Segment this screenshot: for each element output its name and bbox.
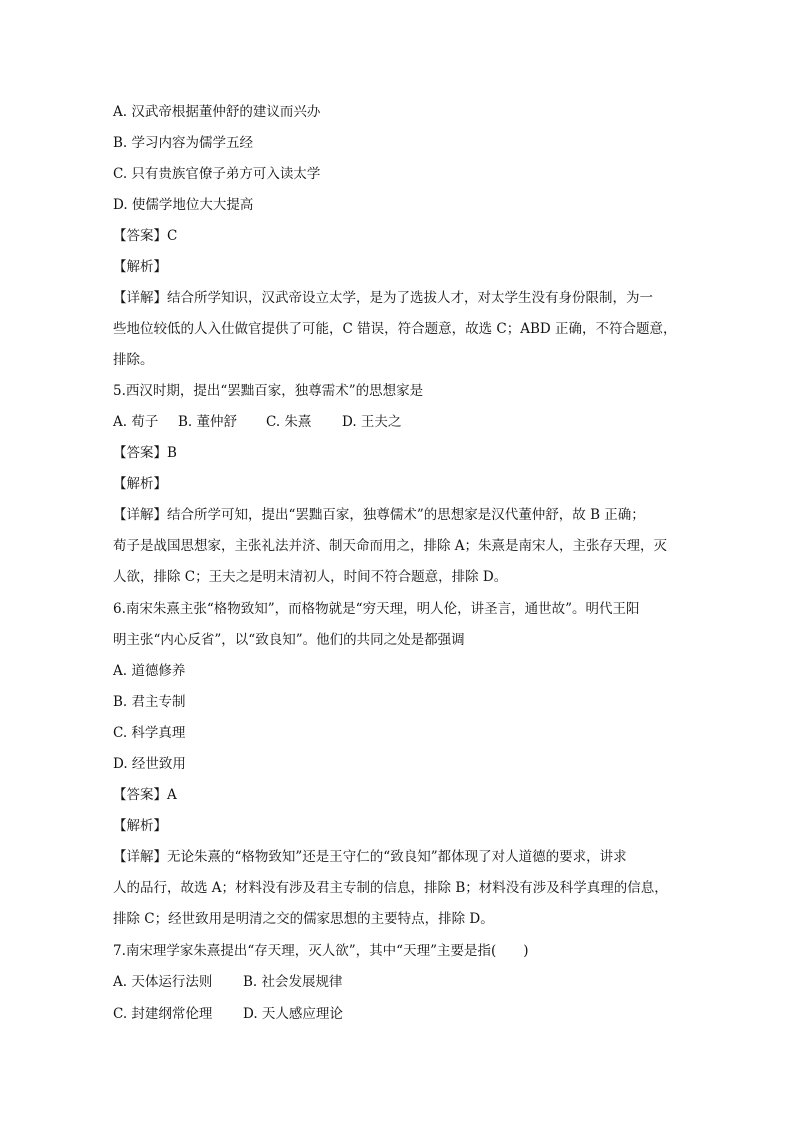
q4-option-d: D. 使儒学地位大大提高 <box>113 197 254 213</box>
q6-option-b: B. 君主专制 <box>113 694 186 710</box>
q5-option-b: B. 董仲舒 <box>178 414 238 430</box>
q4-answer: 【答案】C <box>113 228 178 244</box>
q4-detail-line-2: 些地位较低的人入仕做官提供了可能，C 错误，符合题意，故选 C；ABD 正确，不符合题意， <box>113 321 677 337</box>
q6-option-a: A. 道德修养 <box>113 663 186 679</box>
q6-detail-line-1: 【详解】无论朱熹的“格物致知”还是王守仁的“致良知”都体现了对人道德的要求，讲求 <box>113 849 627 865</box>
q7-options-row-2 <box>113 1006 343 1022</box>
q6-analysis-heading: 【解析】 <box>113 818 167 834</box>
q6-stem-line-1: 6.南宋朱熹主张“格物致知”，而格物就是“穷天理，明人伦，讲圣言，通世故”。明代王阳 <box>113 601 640 617</box>
q5-answer: 【答案】B <box>113 445 177 461</box>
q5-analysis-heading: 【解析】 <box>113 476 167 492</box>
q6-answer: 【答案】A <box>113 787 177 803</box>
q6-option-d: D. 经世致用 <box>113 756 186 772</box>
q4-analysis-heading: 【解析】 <box>113 259 167 275</box>
q6-detail-line-2: 人的品行，故选 A；材料没有涉及君主专制的信息，排除 B；材料没有涉及科学真理的信息， <box>113 880 668 896</box>
q4-option-b: B. 学习内容为儒学五经 <box>113 135 254 151</box>
q5-option-d: D. 王夫之 <box>342 414 402 430</box>
q7-stem: 7.南宋理学家朱熹提出“存天理，灭人欲”，其中“天理”主要是指( ) <box>113 943 529 959</box>
q4-option-a: A. 汉武帝根据董仲舒的建议而兴办 <box>113 104 321 120</box>
q7-options-row-1 <box>113 974 343 990</box>
q6-stem-line-2: 明主张“内心反省”，以“致良知”。他们的共同之处是都强调 <box>113 632 465 648</box>
q5-options-row <box>113 414 401 430</box>
q4-detail-line-3: 排除。 <box>113 352 154 368</box>
q5-option-c: C. 朱熹 <box>266 414 312 430</box>
q4-option-c: C. 只有贵族官僚子弟方可入读太学 <box>113 166 321 182</box>
q4-detail-line-1: 【详解】结合所学知识，汉武帝设立太学，是为了选拔人才，对太学生没有身份限制，为一 <box>113 290 653 306</box>
q7-option-d: D. 天人感应理论 <box>243 1006 343 1022</box>
q7-option-b: B. 社会发展规律 <box>243 974 343 990</box>
q6-detail-line-3: 排除 C；经世致用是明清之交的儒家思想的主要特点，排除 D。 <box>113 911 494 927</box>
q5-detail-line-3: 人欲，排除 C；王夫之是明末清初人，时间不符合题意，排除 D。 <box>113 569 508 585</box>
q5-option-a: A. 荀子 <box>113 414 159 430</box>
q5-detail-line-1: 【详解】结合所学可知，提出“罢黜百家，独尊儒术”的思想家是汉代董仲舒，故 B 正确； <box>113 507 645 523</box>
q7-option-a: A. 天体运行法则 <box>113 974 213 990</box>
q7-option-c: C. 封建纲常伦理 <box>113 1006 213 1022</box>
q6-option-c: C. 科学真理 <box>113 725 186 741</box>
q5-stem: 5.西汉时期，提出“罢黜百家，独尊需术”的思想家是 <box>113 383 424 399</box>
q5-detail-line-2: 荀子是战国思想家，主张礼法并济、制天命而用之，排除 A；朱熹是南宋人，主张存天理，灭 <box>113 538 668 554</box>
